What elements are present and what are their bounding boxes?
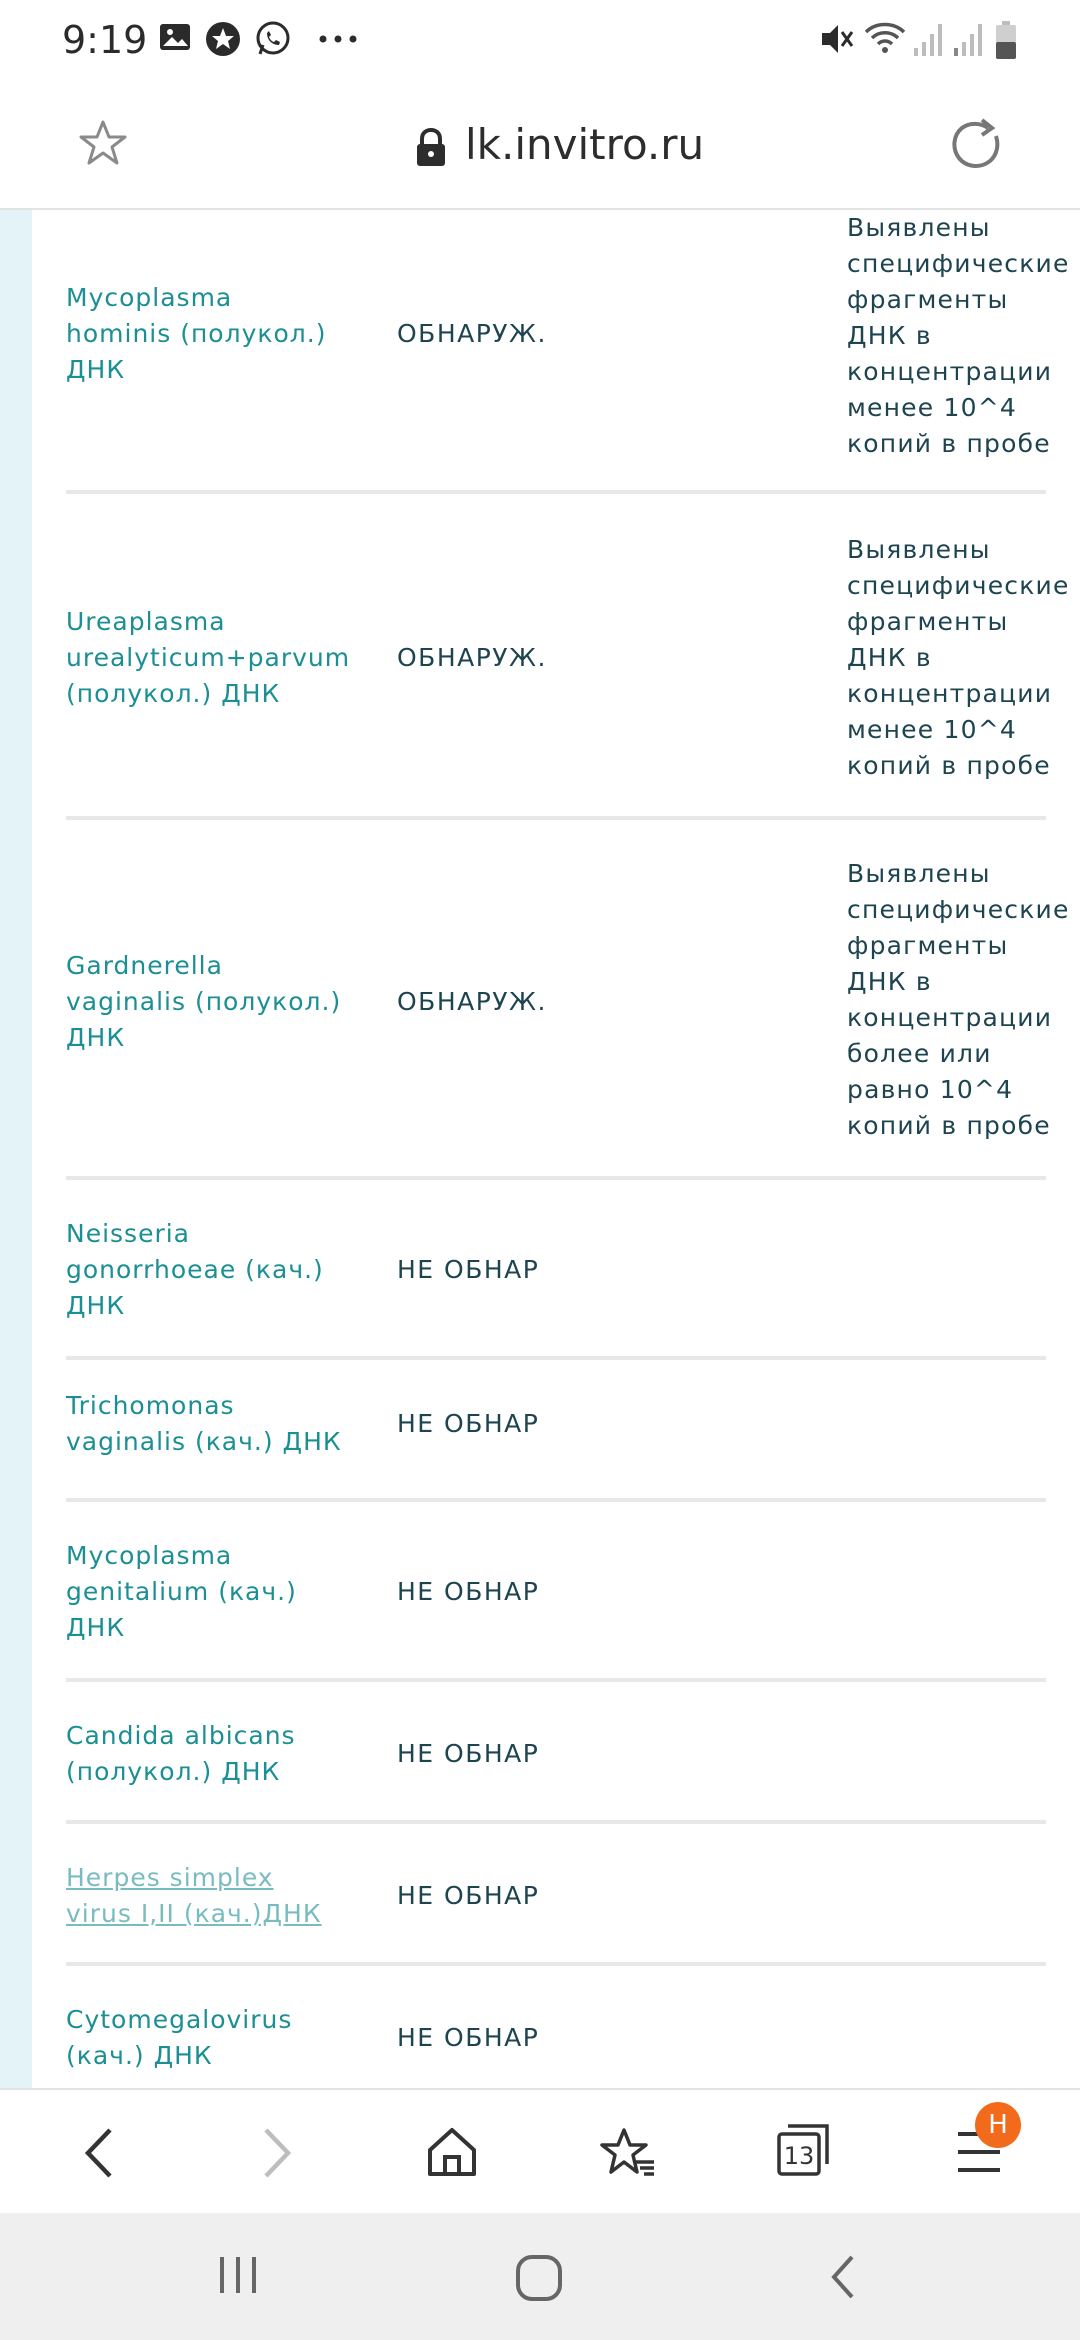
result-row [66, 1682, 1046, 1824]
test-result: ОБНАРУЖ. [397, 643, 547, 672]
result-row [66, 494, 1070, 820]
test-name: Neisseria gonorrhoeae (кач.) ДНК [66, 1219, 324, 1320]
result-row [66, 1502, 1046, 1682]
star-badge-icon [204, 20, 242, 58]
result-row [66, 1966, 1046, 2088]
result-row [66, 1360, 1046, 1502]
status-bar [0, 0, 1080, 84]
test-result: НЕ ОБНАР [397, 1577, 540, 1606]
result-row [66, 1180, 1046, 1360]
forward-icon[interactable] [256, 2126, 296, 2180]
image-icon [158, 20, 192, 54]
test-name: Gardnerella vaginalis (полукол.) ДНК [66, 951, 342, 1052]
lock-icon [414, 128, 448, 168]
browser-toolbar [0, 2088, 1080, 2215]
signal-icon [952, 20, 984, 58]
tabs-button[interactable] [776, 2122, 832, 2178]
wifi-icon [862, 20, 908, 58]
test-result: НЕ ОБНАР [397, 2023, 540, 2052]
result-row [66, 210, 1070, 494]
result-row [66, 1824, 1046, 1966]
home-system-icon[interactable] [514, 2253, 564, 2303]
test-comment: Выявлены специфические фрагменты ДНК в концентрации более или равно 10^4 копий в пробе [847, 859, 1070, 1140]
test-result: ОБНАРУЖ. [397, 987, 547, 1016]
test-result: НЕ ОБНАР [397, 1255, 540, 1284]
test-name[interactable]: Herpes simplex virus I,II (кач.)ДНК [66, 1863, 322, 1928]
mute-icon [818, 20, 854, 58]
url-domain[interactable]: lk.invitro.ru [465, 120, 705, 169]
test-result: НЕ ОБНАР [397, 1409, 540, 1438]
signal-icon [912, 20, 944, 58]
system-navigation-bar [0, 2213, 1080, 2340]
bookmark-star-icon[interactable] [78, 118, 128, 168]
reload-icon[interactable] [948, 118, 1002, 172]
back-icon[interactable] [80, 2126, 120, 2180]
test-name: Cytomegalovirus (кач.) ДНК [66, 2005, 293, 2070]
left-accent-stripe [0, 210, 32, 2088]
whatsapp-icon [254, 20, 292, 58]
recent-apps-icon[interactable] [216, 2253, 260, 2297]
status-time: 9:19 [62, 18, 148, 62]
test-name: Candida albicans (полукол.) ДНК [66, 1721, 296, 1786]
tabs-count: 13 [783, 2142, 815, 2170]
test-result: НЕ ОБНАР [397, 1739, 540, 1768]
home-icon[interactable] [426, 2126, 478, 2178]
results-list [0, 210, 1080, 2088]
test-name: Mycoplasma genitalium (кач.) ДНК [66, 1541, 297, 1642]
more-icon [318, 34, 358, 44]
test-comment: Выявлены специфические фрагменты ДНК в концентрации менее 10^4 копий в пробе [847, 213, 1070, 458]
url-bar [0, 84, 1080, 210]
test-name: Ureaplasma urealyticum+parvum (полукол.) ДНК [66, 607, 351, 708]
test-name: Trichomonas vaginalis (кач.) ДНК [66, 1391, 342, 1456]
test-comment: Выявлены специфические фрагменты ДНК в концентрации менее 10^4 копий в пробе [847, 535, 1070, 780]
result-row [66, 820, 1070, 1180]
battery-icon [994, 20, 1018, 60]
test-name: Mycoplasma hominis (полукол.) ДНК [66, 283, 327, 384]
menu-notification-badge: Н [975, 2102, 1021, 2148]
back-system-icon[interactable] [826, 2253, 860, 2301]
bookmarks-icon[interactable] [600, 2126, 656, 2180]
test-result: ОБНАРУЖ. [397, 319, 547, 348]
test-result: НЕ ОБНАР [397, 1881, 540, 1910]
